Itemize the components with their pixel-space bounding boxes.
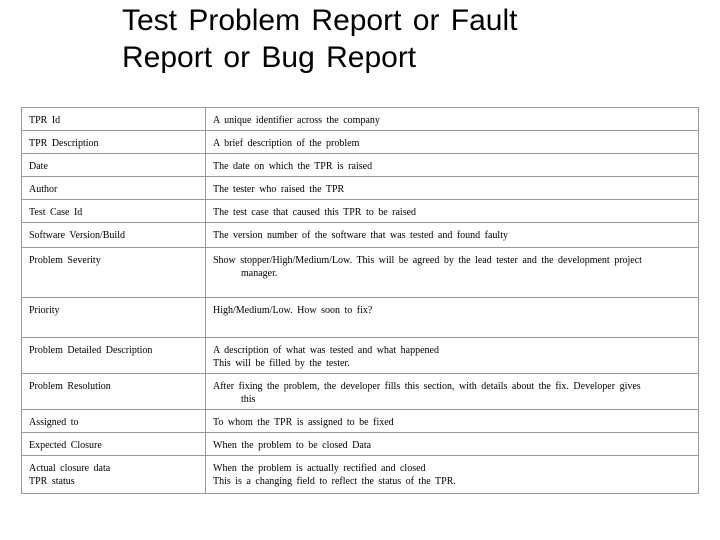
field-description xyxy=(206,177,699,200)
slide-title xyxy=(122,2,702,76)
table-row xyxy=(22,456,699,494)
description-line: The version number of the software that was tested and found faulty xyxy=(213,230,508,241)
table-row xyxy=(22,298,699,338)
description-line: manager. xyxy=(241,268,278,279)
description-line: A brief description of the problem xyxy=(213,138,360,149)
description-line: this xyxy=(241,394,256,405)
description-line: When the problem is actually rectified and closed xyxy=(213,463,426,474)
description-line: When the problem to be closed Data xyxy=(213,440,372,451)
field-name: Date xyxy=(22,154,206,177)
description-line: The test case that caused this TPR to be raised xyxy=(213,207,417,218)
description-line: A unique identifier across the company xyxy=(213,115,380,126)
tpr-fields-table xyxy=(21,107,699,494)
field-description xyxy=(206,131,699,154)
table-row xyxy=(22,410,699,433)
field-name: Problem Resolution xyxy=(22,374,206,410)
table-row xyxy=(22,433,699,456)
description-line: This will be filled by the tester. xyxy=(213,358,350,369)
table-row xyxy=(22,248,699,298)
field-name: Test Case Id xyxy=(22,200,206,223)
table-row xyxy=(22,338,699,374)
field-description xyxy=(206,374,699,410)
table-row xyxy=(22,154,699,177)
field-name: Problem Severity xyxy=(22,248,206,298)
field-description xyxy=(206,433,699,456)
table-row xyxy=(22,108,699,131)
table-row xyxy=(22,200,699,223)
field-description xyxy=(206,338,699,374)
title-line-1: Test Problem Report or Fault xyxy=(122,4,518,37)
description-line: High/Medium/Low. How soon to fix? xyxy=(213,305,373,316)
field-name: Priority xyxy=(22,298,206,338)
description-line: The date on which the TPR is raised xyxy=(213,161,373,172)
table-row xyxy=(22,177,699,200)
field-name: Expected Closure xyxy=(22,433,206,456)
field-name: Software Version/Build xyxy=(22,223,206,248)
field-name: TPR Id xyxy=(22,108,206,131)
description-line: Show stopper/High/Medium/Low. This will be agreed by the lead tester and the development project xyxy=(213,255,642,266)
title-line-2: Report or Bug Report xyxy=(122,41,417,74)
table-row xyxy=(22,131,699,154)
field-description xyxy=(206,298,699,338)
field-name: Assigned to xyxy=(22,410,206,433)
field-description xyxy=(206,108,699,131)
field-description xyxy=(206,410,699,433)
description-line: The tester who raised the TPR xyxy=(213,184,345,195)
field-name: TPR Description xyxy=(22,131,206,154)
field-name: Problem Detailed Description xyxy=(22,338,206,374)
table-row xyxy=(22,374,699,410)
description-line: A description of what was tested and what happened xyxy=(213,345,439,356)
field-description xyxy=(206,456,699,494)
table-row xyxy=(22,223,699,248)
field-description xyxy=(206,223,699,248)
field-description xyxy=(206,200,699,223)
field-name: Author xyxy=(22,177,206,200)
field-name: Actual closure data TPR status xyxy=(22,456,206,494)
field-description xyxy=(206,248,699,298)
description-line: After fixing the problem, the developer fills this section, with details about the fix. Developer gives xyxy=(213,381,641,392)
description-line: This is a changing field to reflect the status of the TPR. xyxy=(213,476,456,487)
field-description xyxy=(206,154,699,177)
description-line: To whom the TPR is assigned to be fixed xyxy=(213,417,394,428)
